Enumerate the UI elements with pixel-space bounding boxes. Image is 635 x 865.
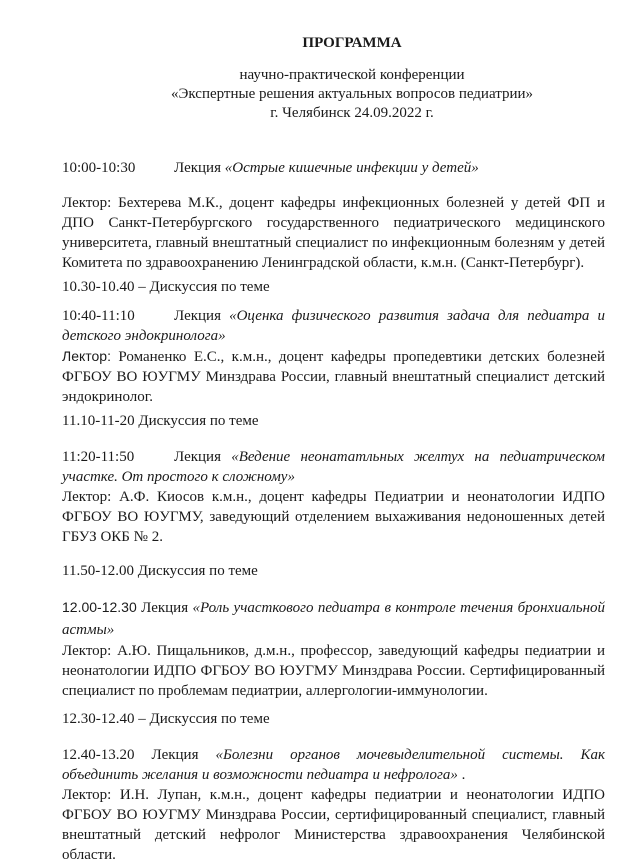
discussion-text: 11.50-12.00 Дискуссия по теме (62, 563, 258, 579)
lector-text (62, 193, 605, 273)
schedule-item-lecture-2 (62, 306, 605, 407)
lecture-topic: «Острые кишечные инфекции у детей» (224, 160, 479, 176)
lecture-time: 10:40-11:10 (62, 308, 135, 324)
lector-details: А.Ю. Пищальников, д.м.н., профессор, заведующий кафедры педиатрии и неонатологии ИДПО ФГБОУ ВО ЮУГМУ Минздрава России. Сертифицированный специалист по проблемам педиатрии, аллергологии-иммунологии. (62, 643, 606, 699)
subtitle-line-name: «Экспертные решения актуальных вопросов педиатрии» (170, 86, 534, 102)
lector-details: И.Н. Лупан, к.м.н., доцент кафедры педиатрии и неонатологии ИДПО ФГБОУ ВО ЮУГМУ Минздрава России, сертифицированный специалист, главный внештатный детский нефролог Министерства здравоохранения Челябинской области. (62, 787, 605, 863)
lecture-heading (62, 596, 605, 641)
schedule-item-lecture-3 (62, 447, 605, 547)
schedule-item-discussion-2 (62, 411, 605, 431)
lecture-label: Лекция (151, 747, 199, 763)
lecture-1-lector (62, 193, 605, 273)
schedule-item-discussion-4 (62, 709, 605, 729)
document-subtitle (62, 66, 635, 123)
lector-label: Лектор: (62, 787, 112, 803)
lecture-topic-suffix: . (457, 767, 466, 783)
lecture-topic: «Болезни органов мочевыделительной системы. Как объединить желания и возможности педиатра и нефролога» (62, 747, 605, 783)
lecture-time: 12.00-12.30 (62, 599, 137, 615)
lector-details: А.Ф. Киосов к.м.н., доцент кафедры Педиатрии и неонатологии ИДПО ФГБОУ ВО ЮУГМУ, заведующий отделением выхаживания недоношенных детей ГБУЗ ОКБ № 2. (62, 489, 606, 545)
lector-details: Романенко Е.С., к.м.н., доцент кафедры пропедевтики детских болезней ФГБОУ ВО ЮУГМУ Минздрава России, главный внештатный специалист детский эндокринолог. (62, 349, 605, 405)
lector-label: Лектор: (62, 195, 112, 211)
lecture-label: Лекция (141, 600, 189, 616)
lector-text (62, 487, 605, 547)
lecture-topic: «Оценка физического развития задача для педиатра и детского эндокринолога» (62, 308, 605, 344)
lecture-heading (62, 306, 605, 346)
discussion-text: 12.30-12.40 – Дискуссия по теме (62, 711, 270, 727)
schedule-item-lecture-1 (62, 158, 605, 178)
lector-text (62, 346, 605, 407)
lecture-time: 11:20-11:50 (62, 449, 135, 465)
lector-label: Лектор: (62, 348, 111, 364)
lector-text (62, 785, 605, 865)
schedule-item-lecture-4 (62, 596, 605, 701)
lector-label: Лектор: (62, 643, 112, 659)
subtitle-line-place-date: г. Челябинск 24.09.2022 г. (270, 105, 434, 121)
lecture-topic: «Роль участкового педиатра в контроле течения бронхиальной астмы» (62, 600, 606, 638)
lecture-time: 10:00-10:30 (62, 160, 136, 176)
lecture-heading (62, 745, 605, 785)
lecture-label: Лекция (174, 308, 221, 324)
lecture-heading (62, 447, 605, 487)
schedule-item-discussion-1 (62, 277, 605, 297)
discussion-text: 11.10-11-20 Дискуссия по теме (62, 413, 259, 429)
lector-details: Бехтерева М.К., доцент кафедры инфекционных болезней у детей ФП и ДПО Санкт-Петербургского государственного педиатрического медицинского университета, главный внештатный специалист по инфекционным болезням у детей Комитета по здравоохранению Ленинградской области, к.м.н. (Санкт-Петербург). (62, 195, 605, 271)
subtitle-line-conference: научно-практической конференции (239, 67, 465, 83)
lector-text (62, 641, 605, 701)
lecture-topic: «Ведение неонататльных желтух на педиатрическом участке. От простого к сложному» (62, 449, 606, 485)
lecture-heading (62, 158, 605, 178)
lecture-label: Лекция (174, 449, 221, 465)
lecture-label: Лекция (174, 160, 221, 176)
document-title: ПРОГРАММА (302, 35, 402, 51)
discussion-text: 10.30-10.40 – Дискуссия по теме (62, 279, 270, 295)
lector-label: Лектор: (62, 489, 112, 505)
lecture-time: 12.40-13.20 (62, 747, 135, 763)
schedule-item-discussion-3 (62, 561, 605, 581)
schedule-item-lecture-5 (62, 745, 605, 865)
